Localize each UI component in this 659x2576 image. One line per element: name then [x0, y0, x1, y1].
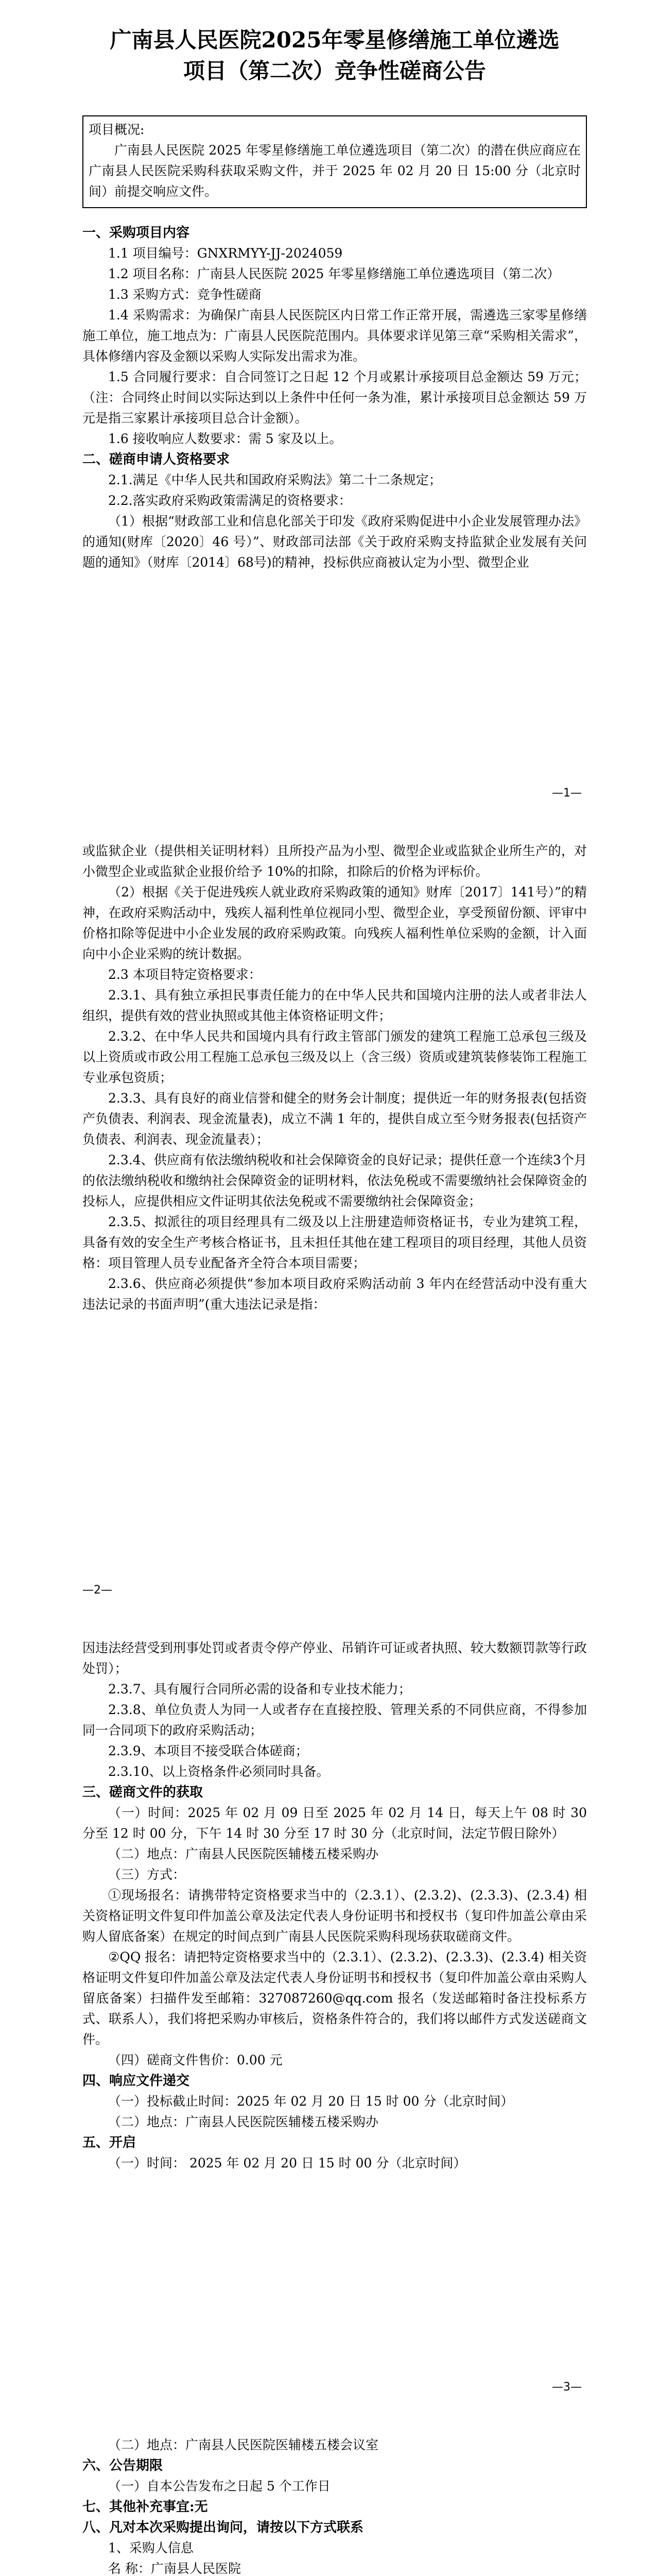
- page-2: [0, 820, 659, 1617]
- item-2-3-6-cont: 因违法经营受到刑事处罚或者责令停产停业、吊销许可证或者执照、较大数额罚款等行政处罚）；: [82, 1640, 587, 1676]
- item-4-1: （一）投标截止时间：2025 年 02 月 20 日 15 时 00 分（北京时间）: [108, 2094, 514, 2109]
- item-2-2-1-cont: 或监狱企业（提供相关证明材料）且所投产品为小型、微型企业或监狱企业所生产的，对小微型企业或监狱企业报价给予 10%的扣除，扣除后的价格为评标价。: [82, 843, 587, 879]
- item-2-3-6: 2.3.6、供应商必须提供“参加本项目政府采购活动前 3 年内在经营活动中没有重大违法记录的书面声明”(重大违法记录是指：: [82, 1276, 587, 1312]
- section-7-heading: 七、其他补充事宜:无: [82, 2499, 208, 2515]
- section-3-heading: 三、磋商文件的获取: [82, 1785, 203, 1800]
- item-2-3-3: 2.3.3、具有良好的商业信誉和健全的财务会计制度；提供近一年的财务报表(包括资产负债表、利润表、现金流量表)，成立不满 1 年的，提供自成立至今财务报表(包括资产负债表、利润表、现金流量表）；: [82, 1091, 587, 1147]
- item-2-1: 2.1.满足《中华人民共和国政府采购法》第二十二条规定；: [108, 472, 442, 487]
- item-2-3-9: 2.3.9、本项目不接受联合体磋商；: [108, 1743, 308, 1758]
- section-2-heading: 二、磋商申请人资格要求: [82, 452, 230, 467]
- item-3-3-1: ①现场报名：请携带特定资格要求当中的（2.3.1）、(2.3.2)、(2.3.3)、(2.3.4) 相关资格证明文件复印件加盖公章及法定代表人身份证明书和授权书（复印件加盖公章由采购人留底备案）在规定的时间点到广南县人民医院采购科现场获取磋商文件。: [82, 1888, 587, 1944]
- item-2-3-2: 2.3.2、在中华人民共和国境内具有行政主管部门颁发的建筑工程施工总承包三级及以上资质或市政公用工程施工总承包三级及以上（含三级）资质或建筑装修装饰工程施工专业承包资质；: [82, 1029, 587, 1085]
- page-1: [0, 0, 659, 820]
- item-5-1: （一）时间： 2025 年 02 月 20 日 15 时 00 分（北京时间）: [108, 2156, 466, 2171]
- page-number: —2—: [82, 1584, 112, 1597]
- section-1-heading: 一、采购项目内容: [82, 225, 190, 241]
- item-2-2: 2.2.落实政府采购政策需满足的资格要求：: [108, 493, 352, 508]
- item-2-3-7: 2.3.7、具有履行合同所必需的设备和专业技术能力；: [108, 1682, 411, 1697]
- title-line-2: 项目（第二次）竞争性磋商公告: [183, 58, 486, 83]
- item-1-2: 1.2 项目名称：广南县人民医院 2025 年零星修缮施工单位遴选项目（第二次）: [108, 266, 560, 281]
- item-2-3: 2.3 本项目特定资格要求：: [108, 967, 262, 982]
- item-3-3: （三）方式：: [108, 1867, 186, 1882]
- item-4-2: （二）地点：广南县人民医院医辅楼五楼采购办: [108, 2114, 379, 2129]
- item-2-3-1: 2.3.1、具有独立承担民事责任能力的在中华人民共和国境内注册的法人或者非法人组织，提供有效的营业执照或其他主体资格证明文件；: [82, 988, 587, 1023]
- project-overview-box: [82, 115, 587, 208]
- item-3-4: （四）磋商文件售价：0.00 元: [108, 2053, 283, 2067]
- item-1-3: 1.3 采购方式：竞争性磋商: [108, 287, 262, 302]
- section-6-heading: 六、公告期限: [82, 2458, 163, 2473]
- item-3-1: （一）时间：2025 年 02 月 09 日至 2025 年 02 月 14 日，每天上午 08 时 30 分至 12 时 00 分，下午 14 时 30 分至 17 时 30 分（北京时间，法定节假日除外）: [82, 1805, 587, 1841]
- page-number: —1—: [552, 787, 582, 800]
- item-1-4: 1.4 采购需求：为确保广南县人民医院区内日常工作正常开展，需遴选三家零星修缮施工单位，施工地点为：广南县人民医院范围内。具体要求详见第三章“采购相关需求”，具体修缮内容及金额以采购人实际发出需求为准。: [82, 308, 587, 364]
- contact-title: 1、采购人信息: [108, 2540, 194, 2555]
- item-3-3-2: ②QQ 报名：请把特定资格要求当中的（2.3.1）、(2.3.2)、(2.3.3)、(2.3.4) 相关资格证明文件复印件加盖公章及法定代表人身份证明书和授权书（复印件加盖公章由采购人留底备案）扫描件发至邮箱：327087260@qq.com 报名（发送邮箱时备注投标系方式、联系人），我们将把采购办审核后，资格条件符合的，我们将以邮件方式发送磋商文件。: [82, 1950, 587, 2047]
- item-3-2: （二）地点：广南县人民医院医辅楼五楼采购办: [108, 1846, 379, 1861]
- page-3: [0, 1617, 659, 2414]
- item-2-3-5: 2.3.5、拟派往的项目经理具有二级及以上注册建造师资格证书，专业为建筑工程，具备有效的安全生产考核合格证书，且未担任其他在建工程项目的项目经理，其他人员资格：项目管理人员专业配备齐全符合本项目需要；: [82, 1214, 587, 1270]
- section-8-heading: 八、凡对本次采购提出询问，请按以下方式联系: [82, 2520, 364, 2535]
- item-1-1: 1.1 项目编号：GNXRMYY-JJ-2024059: [108, 246, 343, 261]
- page-number: —3—: [552, 2381, 582, 2394]
- item-5-2: （二）地点：广南县人民医院医辅楼五楼会议室: [108, 2437, 379, 2452]
- item-2-2-2: （2）根据《关于促进残疾人就业政府采购政策的通知》财库〔2017〕141号）”的精神，在政府采购活动中，残疾人福利性单位视同小型、微型企业，享受预留份额、评审中价格扣除等促进中小企业发展的政府采购政策。向残疾人福利性单位采购的金额，计入面向中小企业采购的统计数据。: [82, 885, 587, 961]
- item-6-1: （一）自本公告发布之日起 5 个工作日: [108, 2479, 331, 2494]
- item-1-5: 1.5 合同履行要求：自合同签订之日起 12 个月或累计承接项目总金额达 59 万元；（注：合同终止时间以实际达到以上条件中任何一条为准，累计承接项目总金额达 59 万元是指三家累计承接项目总合计金额）。: [82, 369, 587, 426]
- overview-label: 项目概况:: [89, 122, 145, 137]
- item-1-6: 1.6 接收响应人数要求：需 5 家及以上。: [108, 431, 342, 446]
- item-2-3-8: 2.3.8、单位负责人为同一人或者存在直接控股、管理关系的不同供应商，不得参加同一合同项下的政府采购活动；: [82, 1702, 587, 1738]
- contact-name: 名 称：广南县人民医院: [108, 2561, 241, 2576]
- section-4-heading: 四、响应文件递交: [82, 2073, 190, 2089]
- section-5-heading: 五、开启: [82, 2135, 136, 2150]
- item-2-2-1: （1）根据“财政部工业和信息化部关于印发《政府采购促进中小企业发展管理办法》的通知(财库〔2020〕46 号）”、财政部司法部《关于政府采购支持监狱企业发展有关问题的通知》（财库〔2014〕68号)的精神，投标供应商被认定为小型、微型企业: [82, 514, 587, 570]
- item-2-3-4: 2.3.4、供应商有依法缴纳税收和社会保障资金的良好记录；提供任意一个连续3个月的依法缴纳税收和缴纳社会保障资金的证明材料，依法免税或不需要缴纳社会保障资金的投标人，应提供相应文件证明其依法免税或不需要缴纳社会保障资金；: [82, 1153, 587, 1209]
- overview-text: 广南县人民医院 2025 年零星修缮施工单位遴选项目（第二次）的潜在供应商应在广南县人民医院采购科获取采购文件，并于 2025 年 02 月 20 日 15:00 分（北京时间）前提交响应文件。: [89, 143, 581, 199]
- item-2-3-10: 2.3.10、以上资格条件必须同时具备。: [108, 1764, 330, 1779]
- title-line-1: 广南县人民医院2025年零星修缮施工单位遴选: [110, 27, 560, 53]
- page-4: [0, 2414, 659, 2576]
